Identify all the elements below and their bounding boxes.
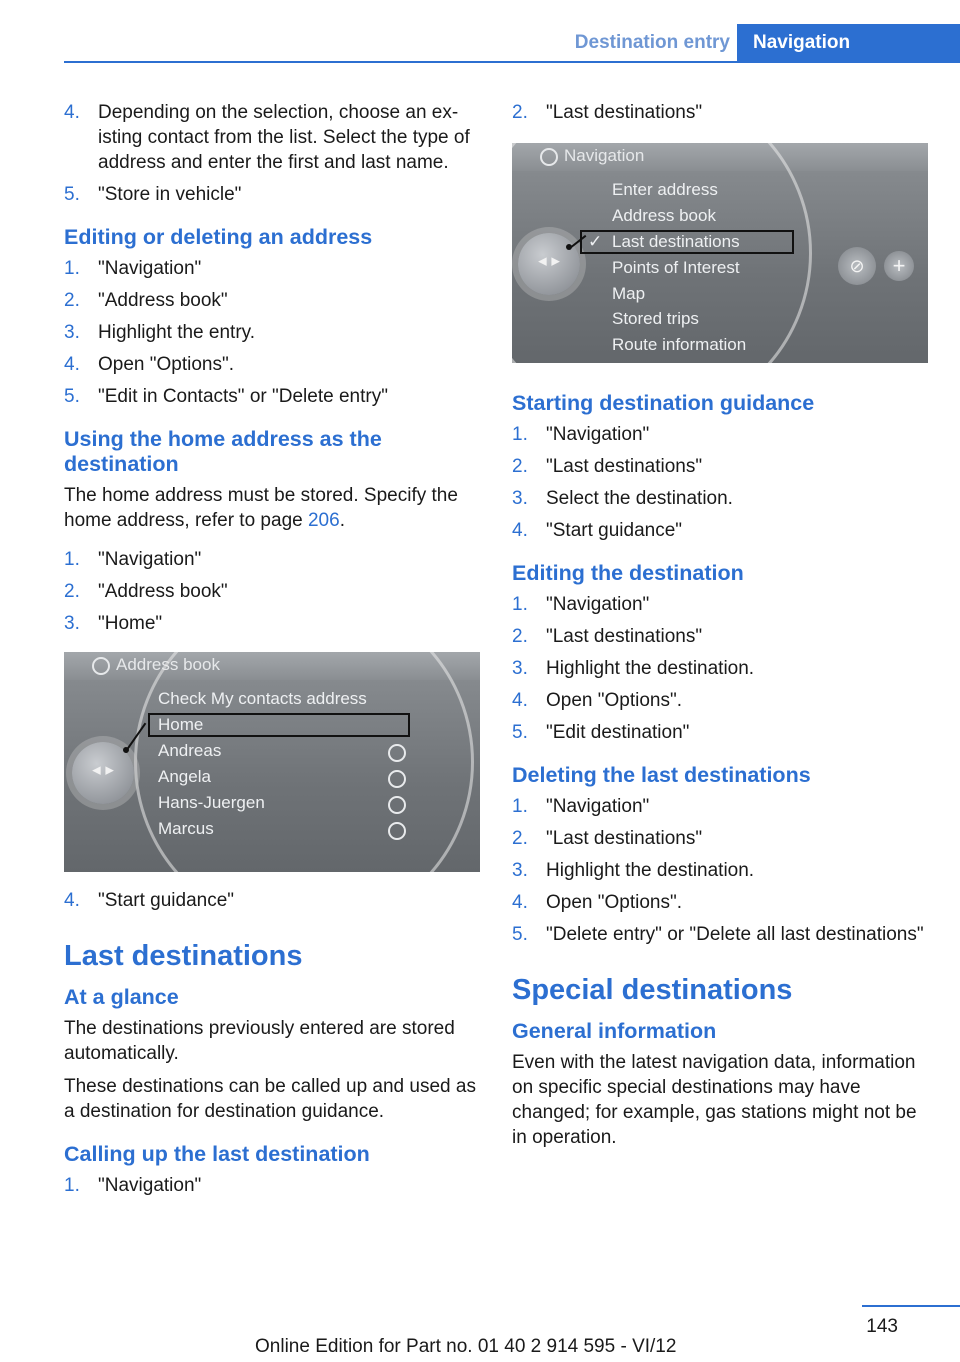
home-description: The home address must be stored. Specify the home address, refer to page 206. [64, 485, 458, 531]
menu-item: Angela [158, 767, 211, 786]
paragraph: The destinations previously entered are stored automatically. [64, 1018, 455, 1064]
navigate-icon [388, 796, 406, 814]
address-book-screenshot [64, 652, 480, 872]
menu-item: Enter address [612, 180, 718, 199]
menu-item: Andreas [158, 741, 222, 760]
list-item: 1. "Navigation" [64, 549, 202, 570]
heading-edit-address: Editing or deleting an address [64, 225, 373, 249]
controller-knob-icon: ◂ ▸ [72, 742, 134, 804]
list-item: 4. Open "Options". [64, 354, 235, 375]
list-item: 5. "Delete entry" or "Delete all last destinations" [512, 924, 924, 945]
heading-start-guidance: Starting destination guidance [512, 391, 815, 415]
list-item: 3. Highlight the destination. [512, 860, 755, 881]
list-item: 4. Open "Options". [512, 690, 683, 711]
list-item: 4. "Start guidance" [64, 890, 235, 911]
right-column [512, 100, 932, 1158]
screen-title: Address book [116, 655, 220, 674]
list-item: 2. "Last destinations" [512, 102, 703, 123]
menu-item: Hans-Juergen [158, 793, 265, 812]
heading-last-destinations: Last destinations [64, 940, 303, 972]
list-item: 4. Open "Options". [512, 892, 683, 913]
screen-menu-icon [92, 657, 110, 675]
menu-item: Check My contacts address [158, 689, 367, 708]
footer-rule [862, 1305, 960, 1307]
edition-footer: Online Edition for Part no. 01 40 2 914 595 - VI/12 [255, 1336, 677, 1357]
list-item: 3. Highlight the entry. [64, 322, 256, 343]
list-item: 5. "Edit destination" [512, 722, 690, 743]
menu-item: Address book [612, 206, 716, 225]
menu-item: Points of Interest [612, 258, 740, 277]
paragraph: Even with the latest navigation data, information on specific special destinations may have changed; for example, gas stations might not be in operation. [512, 1052, 917, 1148]
menu-item: Map [612, 284, 646, 303]
screen-arc [134, 652, 474, 872]
heading-delete-destinations: Deleting the last destinations [512, 763, 811, 787]
check-icon: ✓ [588, 232, 603, 251]
left-column [64, 100, 484, 1205]
menu-item: Stored trips [612, 309, 699, 328]
list-item: 2. "Address book" [64, 290, 228, 311]
navigation-menu-screenshot [512, 143, 928, 363]
screen-title: Navigation [564, 146, 645, 165]
controller-knob-icon: ◂ ▸ [518, 233, 580, 295]
list-item: 5. "Store in vehicle" [64, 184, 242, 205]
map-icon: ⊘ [838, 247, 876, 285]
zoom-in-icon: + [884, 251, 914, 281]
menu-item: Home [158, 715, 204, 734]
list-item: 2. "Last destinations" [512, 828, 703, 849]
pointer-dot [123, 747, 129, 753]
menu-item: Route information [612, 335, 747, 354]
list-item: 3. "Home" [64, 613, 163, 634]
navigate-icon [388, 744, 406, 762]
heading-at-a-glance: At a glance [64, 985, 179, 1009]
chapter-tab: Navigation [737, 24, 960, 61]
heading-home-address: Using the home address as the destination [64, 427, 382, 476]
list-item: 3. Select the destination. [512, 488, 733, 509]
menu-item: Last destinations [612, 232, 740, 251]
list-item: 3. Highlight the destination. [512, 658, 755, 679]
heading-special-destinations: Special destinations [512, 974, 793, 1006]
heading-edit-destination: Editing the destination [512, 561, 744, 585]
heading-general-information: General information [512, 1019, 717, 1043]
section-title: Destination entry [574, 32, 730, 53]
list-item: 1. "Navigation" [64, 258, 202, 279]
heading-calling-up: Calling up the last destination [64, 1142, 370, 1166]
list-item: 1. "Navigation" [512, 796, 650, 817]
list-item: 4. "Start guidance" [512, 520, 683, 541]
pointer-dot [566, 244, 572, 250]
navigate-icon [388, 822, 406, 840]
list-item: 1. "Navigation" [512, 424, 650, 445]
navigate-icon [388, 770, 406, 788]
list-item: 2. "Address book" [64, 581, 228, 602]
list-item: 2. "Last destinations" [512, 626, 703, 647]
header-rule [64, 61, 960, 63]
list-item: 5. "Edit in Contacts" or "Delete entry" [64, 386, 388, 407]
list-item: 1. "Navigation" [512, 594, 650, 615]
list-item: 4. Depending on the selection, choose an existing contact from the list. Select the type of address and enter the first and last name. [64, 102, 470, 173]
page-number: 143 [866, 1316, 898, 1337]
list-item: 2. "Last destinations" [512, 456, 703, 477]
list-item: 1. "Navigation" [64, 1175, 202, 1196]
paragraph: These destinations can be called up and used as a destination for destination guidance. [64, 1076, 476, 1122]
menu-item: Marcus [158, 819, 214, 838]
page-link[interactable]: 206 [307, 510, 340, 531]
